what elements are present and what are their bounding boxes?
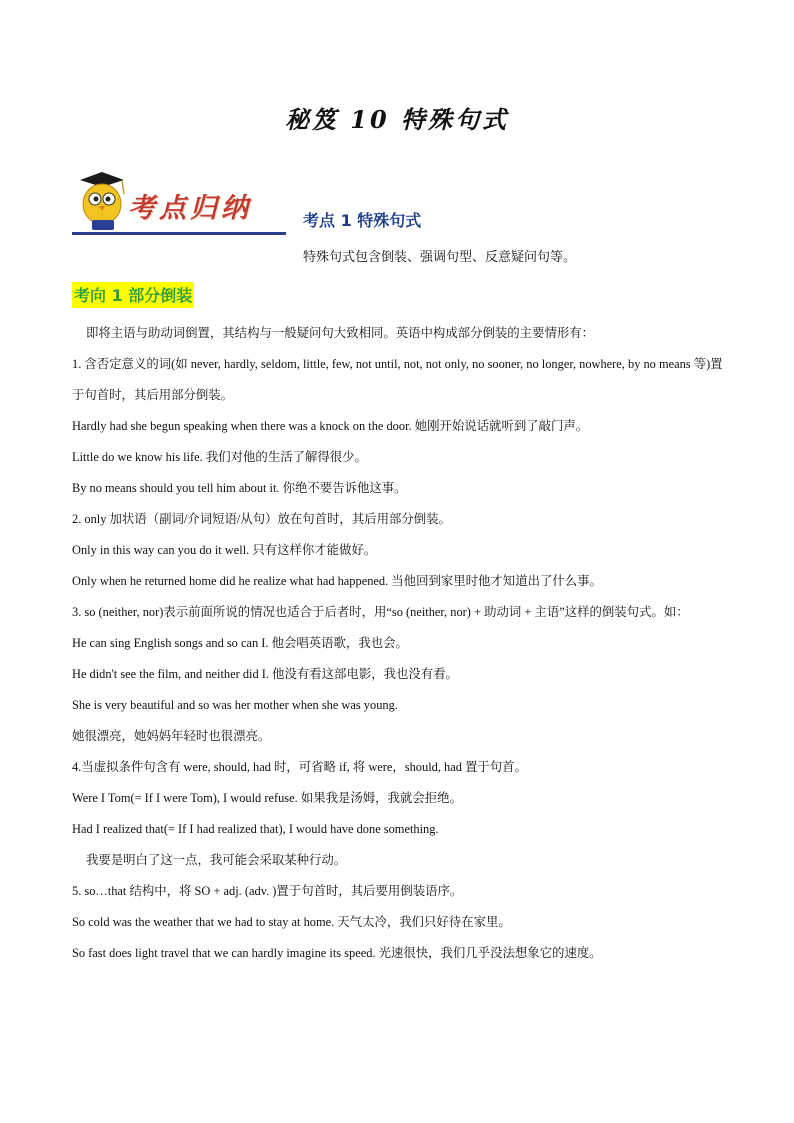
banner-label: 考点归纳 <box>128 193 252 224</box>
example-line: She is very beautiful and so was her mother when she was young. <box>72 698 398 712</box>
example-line: Little do we know his life. 我们对他的生活了解得很少。 <box>72 450 367 464</box>
example-line: Only when he returned home did he realize what had happened. 当他回到家里时他才知道出了什么事。 <box>72 574 602 588</box>
example-line: He didn't see the film, and neither did I. 他没有看这部电影，我也没有看。 <box>72 667 458 681</box>
example-line: So cold was the weather that we had to stay at home. 天气太冷，我们只好待在家里。 <box>72 915 511 929</box>
kaodian-title: 考点 1 特殊句式 <box>303 211 422 230</box>
kaodian-description: 特殊句式包含倒装、强调句型、反意疑问句等。 <box>303 250 577 265</box>
banner-underline <box>72 232 286 235</box>
owl-scholar-icon <box>80 172 124 230</box>
content-body <box>72 318 724 969</box>
rule-3: 3. so (neither, nor)表示前面所说的情况也适合于后者时，用“so (neither, nor) + 助动词 + 主语”这样的倒装句式。如： <box>72 605 689 619</box>
rule-2: 2. only 加状语（副词/介词短语/从句）放在句首时，其后用部分倒装。 <box>72 512 451 526</box>
rule-1: 1. 含否定意义的词(如 never, hardly, seldom, little, few, not until, not, not only, no sooner, no longer, nowhere, by no means 等)置于句首时，其后用部分倒装。 <box>72 357 723 402</box>
translation-line: 我要是明白了这一点，我可能会采取某种行动。 <box>86 853 347 867</box>
paragraph-intro: 即将主语与助动词倒置，其结构与一般疑问句大致相同。英语中构成部分倒装的主要情形有： <box>86 326 595 340</box>
example-line: Hardly had she begun speaking when there was a knock on the door. 她刚开始说话就听到了敲门声。 <box>72 419 589 433</box>
example-line: So fast does light travel that we can hardly imagine its speed. 光速很快，我们几乎没法想象它的速度。 <box>72 946 602 960</box>
example-line: Were I Tom(= If I were Tom), I would refuse. 如果我是汤姆，我就会拒绝。 <box>72 791 462 805</box>
translation-line: 她很漂亮，她妈妈年轻时也很漂亮。 <box>72 729 271 743</box>
example-line: Had I realized that(= If I had realized that), I would have done something. <box>72 822 439 836</box>
kaoxiang-heading: 考向 1 部分倒装 <box>72 282 194 308</box>
rule-5: 5. so…that 结构中，将 SO + adj. (adv. )置于句首时，其后要用倒装语序。 <box>72 884 463 898</box>
page-title: 秘笈 10 特殊句式 <box>284 105 510 134</box>
example-line: Only in this way can you do it well. 只有这样你才能做好。 <box>72 543 377 557</box>
example-line: By no means should you tell him about it. 你绝不要告诉他这事。 <box>72 481 407 495</box>
rule-4: 4.当虚拟条件句含有 were, should, had 时，可省略 if, 将 were，should, had 置于句首。 <box>72 760 527 774</box>
example-line: He can sing English songs and so can I. 他会唱英语歌，我也会。 <box>72 636 408 650</box>
